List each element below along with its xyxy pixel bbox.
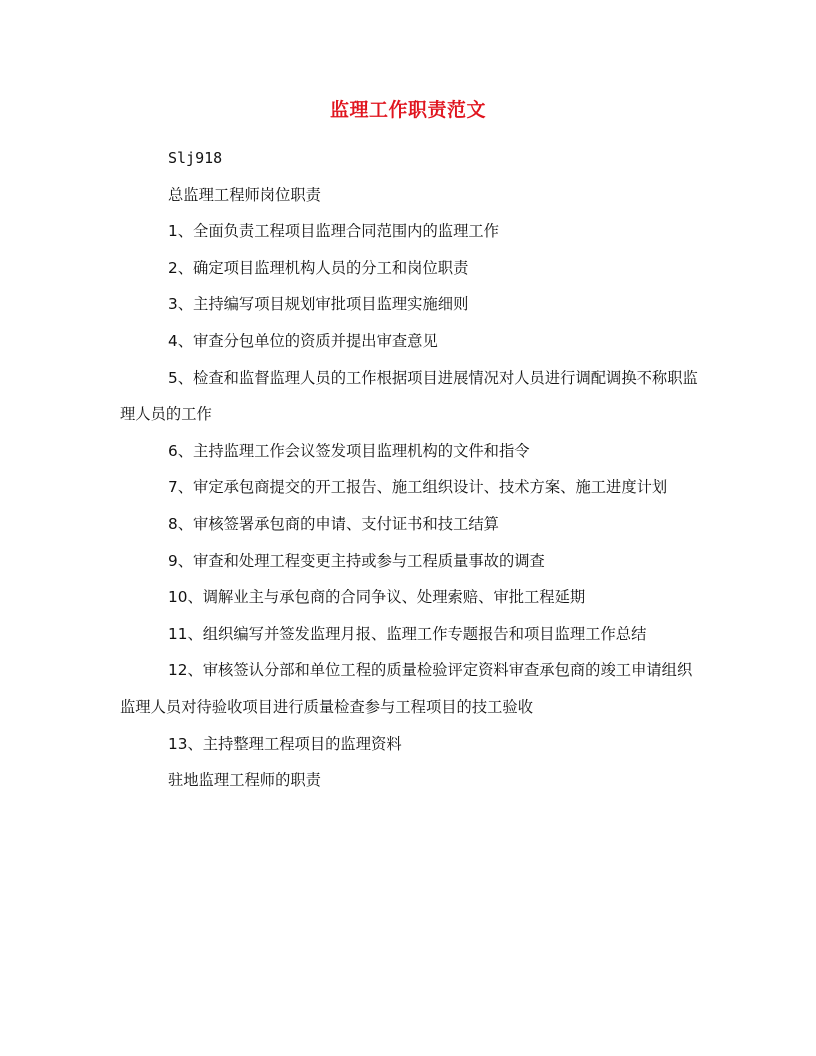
list-item: 13、主持整理工程项目的监理资料 xyxy=(168,734,402,753)
list-item: 8、审核签署承包商的申请、支付证书和技工结算 xyxy=(168,514,499,533)
list-item: 3、主持编写项目规划审批项目监理实施细则 xyxy=(168,295,469,314)
list-item: 6、主持监理工作会议签发项目监理机构的文件和指令 xyxy=(168,441,530,460)
list-item: 9、审查和处理工程变更主持或参与工程质量事故的调查 xyxy=(168,551,545,570)
list-item: 1、全面负责工程项目监理合同范围内的监理工作 xyxy=(168,222,499,241)
list-item: 10、调解业主与承包商的合同争议、处理索赔、审批工程延期 xyxy=(168,588,586,607)
list-item: 11、组织编写并签发监理月报、监理工作专题报告和项目监理工作总结 xyxy=(168,624,647,643)
document-code: Slj918 xyxy=(168,149,223,167)
section-heading: 驻地监理工程师的职责 xyxy=(168,771,321,790)
section-heading: 总监理工程师岗位职责 xyxy=(168,185,321,204)
document-body xyxy=(120,140,704,799)
list-item: 4、审查分包单位的资质并提出审查意见 xyxy=(168,331,438,350)
document-title: 监理工作职责范文 xyxy=(329,99,486,121)
list-item: 12、审核签认分部和单位工程的质量检验评定资料审查承包商的竣工申请组织监理人员对待验收项目进行质量检查参与工程项目的技工验收 xyxy=(120,661,693,716)
list-item: 2、确定项目监理机构人员的分工和岗位职责 xyxy=(168,258,469,277)
list-item: 5、检查和监督监理人员的工作根据项目进展情况对人员进行调配调换不称职监理人员的工作 xyxy=(120,368,698,424)
list-item: 7、审定承包商提交的开工报告、施工组织设计、技术方案、施工进度计划 xyxy=(168,478,668,497)
